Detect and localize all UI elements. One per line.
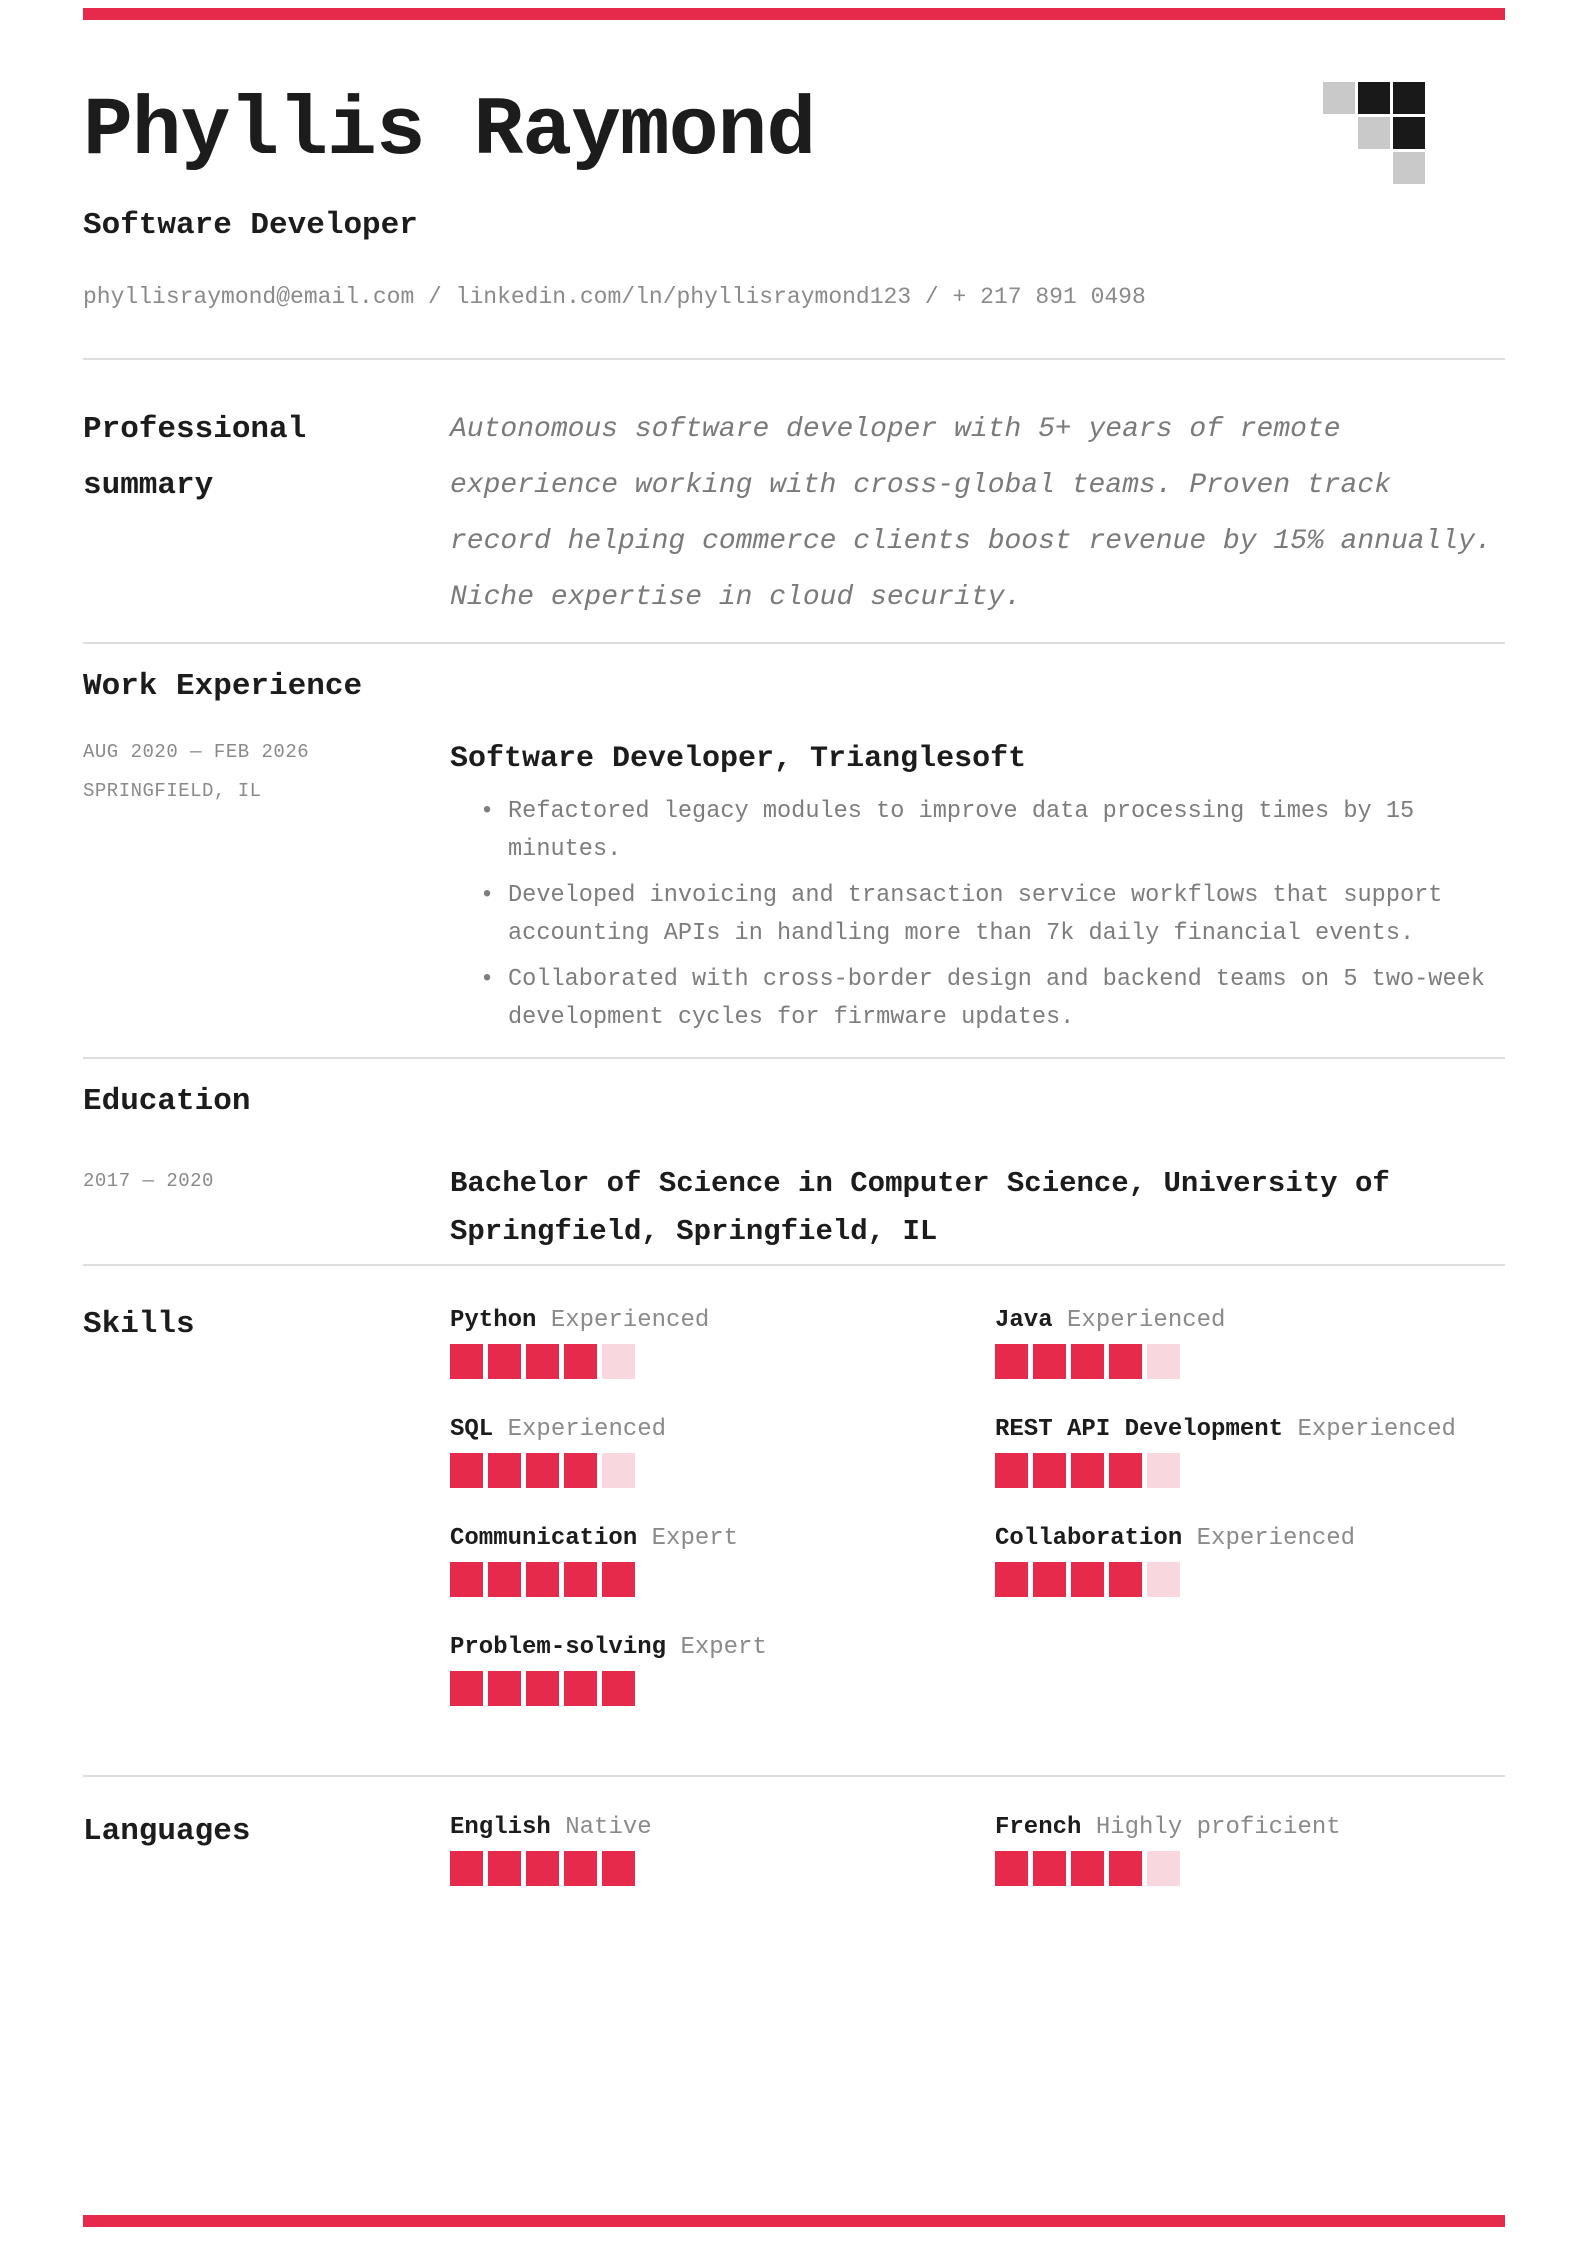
rating-segment-filled [564, 1344, 597, 1379]
job-dates: AUG 2020 — FEB 2026 [83, 741, 310, 764]
skill-name: SQL [450, 1415, 494, 1443]
logo-square-none [1323, 117, 1355, 149]
rating-segment-filled [488, 1671, 521, 1706]
rating-segment-filled [1071, 1562, 1104, 1597]
rating-segment-filled [995, 1344, 1028, 1379]
logo-square-none [1323, 152, 1355, 184]
rating-segment-filled [488, 1851, 521, 1886]
rating-segment-filled [526, 1344, 559, 1379]
rating-segment-empty [602, 1344, 635, 1379]
skill-name: REST API Development [995, 1415, 1284, 1443]
skill-name: Communication [450, 1524, 638, 1552]
skill-rating-bar [995, 1344, 1505, 1379]
education-entry [83, 1160, 1505, 1256]
person-name: Phyllis Raymond [83, 84, 816, 178]
skill-name: Collaboration [995, 1524, 1183, 1552]
rating-segment-filled [1071, 1453, 1104, 1488]
rating-segment-filled [526, 1851, 559, 1886]
rating-segment-filled [488, 1344, 521, 1379]
rating-segment-filled [1109, 1344, 1142, 1379]
job-meta [83, 739, 450, 1045]
job-details [450, 739, 1505, 1045]
job-bullet-list [450, 793, 1505, 1037]
skill-level: Experienced [1182, 1524, 1356, 1552]
skill-level: Expert [666, 1633, 767, 1661]
logo-square-light [1393, 152, 1425, 184]
position-title: Software Developer, Trianglesoft [450, 742, 1027, 777]
logo-square-dark [1393, 117, 1425, 149]
skill-rating-bar [450, 1344, 995, 1379]
skill-level: Expert [637, 1524, 739, 1552]
rating-segment-filled [564, 1851, 597, 1886]
summary-text: Autonomous software developer with 5+ years of remote experience working with cross-global teams. Proven track record helping commerce clients boost revenue by 15% annually. Niche expertise in cloud security. [450, 414, 1492, 614]
skill-label [450, 1633, 995, 1663]
job-bullet: • Collaborated with cross-border design and backend teams on 5 two-week development cycles for firmware updates. [450, 961, 1505, 1037]
rating-segment-filled [602, 1562, 635, 1597]
skill-level: Experienced [536, 1306, 710, 1334]
rating-segment-empty [1147, 1453, 1180, 1488]
rating-segment-filled [564, 1453, 597, 1488]
skill-label [995, 1415, 1505, 1445]
rating-segment-empty [602, 1453, 635, 1488]
skills-heading: Skills [83, 1306, 195, 1342]
skill-item [450, 1524, 995, 1597]
language-label [450, 1813, 995, 1843]
skill-item [995, 1306, 1505, 1379]
rating-segment-empty [1147, 1562, 1180, 1597]
skill-level: Experienced [1052, 1306, 1226, 1334]
rating-segment-filled [1109, 1453, 1142, 1488]
section-languages [83, 1775, 1505, 1973]
language-name: English [450, 1813, 551, 1841]
rating-segment-filled [564, 1671, 597, 1706]
skill-level: Experienced [493, 1415, 667, 1443]
rating-segment-filled [602, 1671, 635, 1706]
rating-segment-filled [526, 1453, 559, 1488]
rating-segment-filled [450, 1671, 483, 1706]
degree-title: Bachelor of Science in Computer Science, University of Springfield, Springfield, IL [450, 1166, 1390, 1248]
skill-label [995, 1306, 1505, 1336]
rating-segment-filled [488, 1453, 521, 1488]
rating-segment-filled [450, 1851, 483, 1886]
skills-grid [450, 1306, 1505, 1742]
logo-square-dark [1393, 82, 1425, 114]
rating-segment-filled [488, 1562, 521, 1597]
education-heading: Education [83, 1084, 251, 1120]
rating-segment-filled [564, 1562, 597, 1597]
rating-segment-empty [1147, 1851, 1180, 1886]
bottom-accent-bar [83, 2215, 1505, 2227]
skill-name: Java [995, 1306, 1053, 1334]
rating-segment-filled [602, 1851, 635, 1886]
skill-level: Experienced [1283, 1415, 1456, 1443]
logo-square-dark [1358, 82, 1390, 114]
work-experience-heading: Work Experience [83, 669, 363, 705]
rating-segment-filled [1071, 1851, 1104, 1886]
skill-rating-bar [995, 1453, 1505, 1488]
section-education [83, 1057, 1505, 1264]
rating-segment-filled [995, 1562, 1028, 1597]
rating-segment-filled [1109, 1851, 1142, 1886]
section-skills [83, 1264, 1505, 1775]
language-level: Native [550, 1813, 652, 1841]
education-dates: 2017 — 2020 [83, 1169, 214, 1192]
rating-segment-filled [1109, 1562, 1142, 1597]
skill-rating-bar [450, 1453, 995, 1488]
languages-grid [450, 1813, 1505, 1973]
logo-square-none [1358, 152, 1390, 184]
job-location: SPRINGFIELD, IL [83, 780, 262, 803]
rating-segment-filled [1033, 1344, 1066, 1379]
skill-item [450, 1415, 995, 1488]
rating-segment-filled [450, 1344, 483, 1379]
job-bullet: • Refactored legacy modules to improve data processing times by 15 minutes. [450, 793, 1505, 869]
rating-segment-empty [1147, 1344, 1180, 1379]
contact-line: phyllisraymond@email.com / linkedin.com/ln/phyllisraymond123 / + 217 891 0498 [83, 284, 1146, 311]
rating-segment-filled [1033, 1851, 1066, 1886]
skill-item [995, 1415, 1505, 1488]
skill-label [450, 1415, 995, 1445]
rating-segment-filled [1071, 1344, 1104, 1379]
language-level: Highly proficient [1081, 1813, 1341, 1841]
skill-label [450, 1524, 995, 1554]
skill-label [995, 1524, 1505, 1554]
rating-segment-filled [450, 1453, 483, 1488]
person-job-title: Software Developer [83, 207, 418, 243]
skill-rating-bar [995, 1562, 1505, 1597]
skill-name: Python [450, 1306, 537, 1334]
language-label [995, 1813, 1505, 1843]
logo-square-light [1323, 82, 1355, 114]
skill-item [450, 1633, 995, 1706]
skill-rating-bar [450, 1671, 995, 1706]
brand-logo-icon [1323, 82, 1425, 184]
resume-header [83, 0, 1505, 313]
language-rating-bar [450, 1851, 995, 1886]
skill-item [995, 1524, 1505, 1597]
language-item [450, 1813, 995, 1937]
skill-item [450, 1306, 995, 1379]
job-entry [83, 739, 1505, 1045]
section-work-experience [83, 642, 1505, 1057]
language-item [995, 1813, 1505, 1937]
summary-section-label: Professional summary [83, 412, 307, 504]
rating-segment-filled [995, 1851, 1028, 1886]
rating-segment-filled [526, 1562, 559, 1597]
languages-heading: Languages [83, 1813, 251, 1849]
rating-segment-filled [450, 1562, 483, 1597]
language-rating-bar [995, 1851, 1505, 1886]
rating-segment-filled [1033, 1562, 1066, 1597]
skill-rating-bar [450, 1562, 995, 1597]
rating-segment-filled [995, 1453, 1028, 1488]
rating-segment-filled [526, 1671, 559, 1706]
language-name: French [995, 1813, 1082, 1841]
skill-label [450, 1306, 995, 1336]
skill-name: Problem-solving [450, 1633, 667, 1661]
rating-segment-filled [1033, 1453, 1066, 1488]
logo-square-light [1358, 117, 1390, 149]
section-summary [83, 358, 1505, 642]
job-bullet: • Developed invoicing and transaction service workflows that support accounting APIs in handling more than 7k daily financial events. [450, 877, 1505, 953]
